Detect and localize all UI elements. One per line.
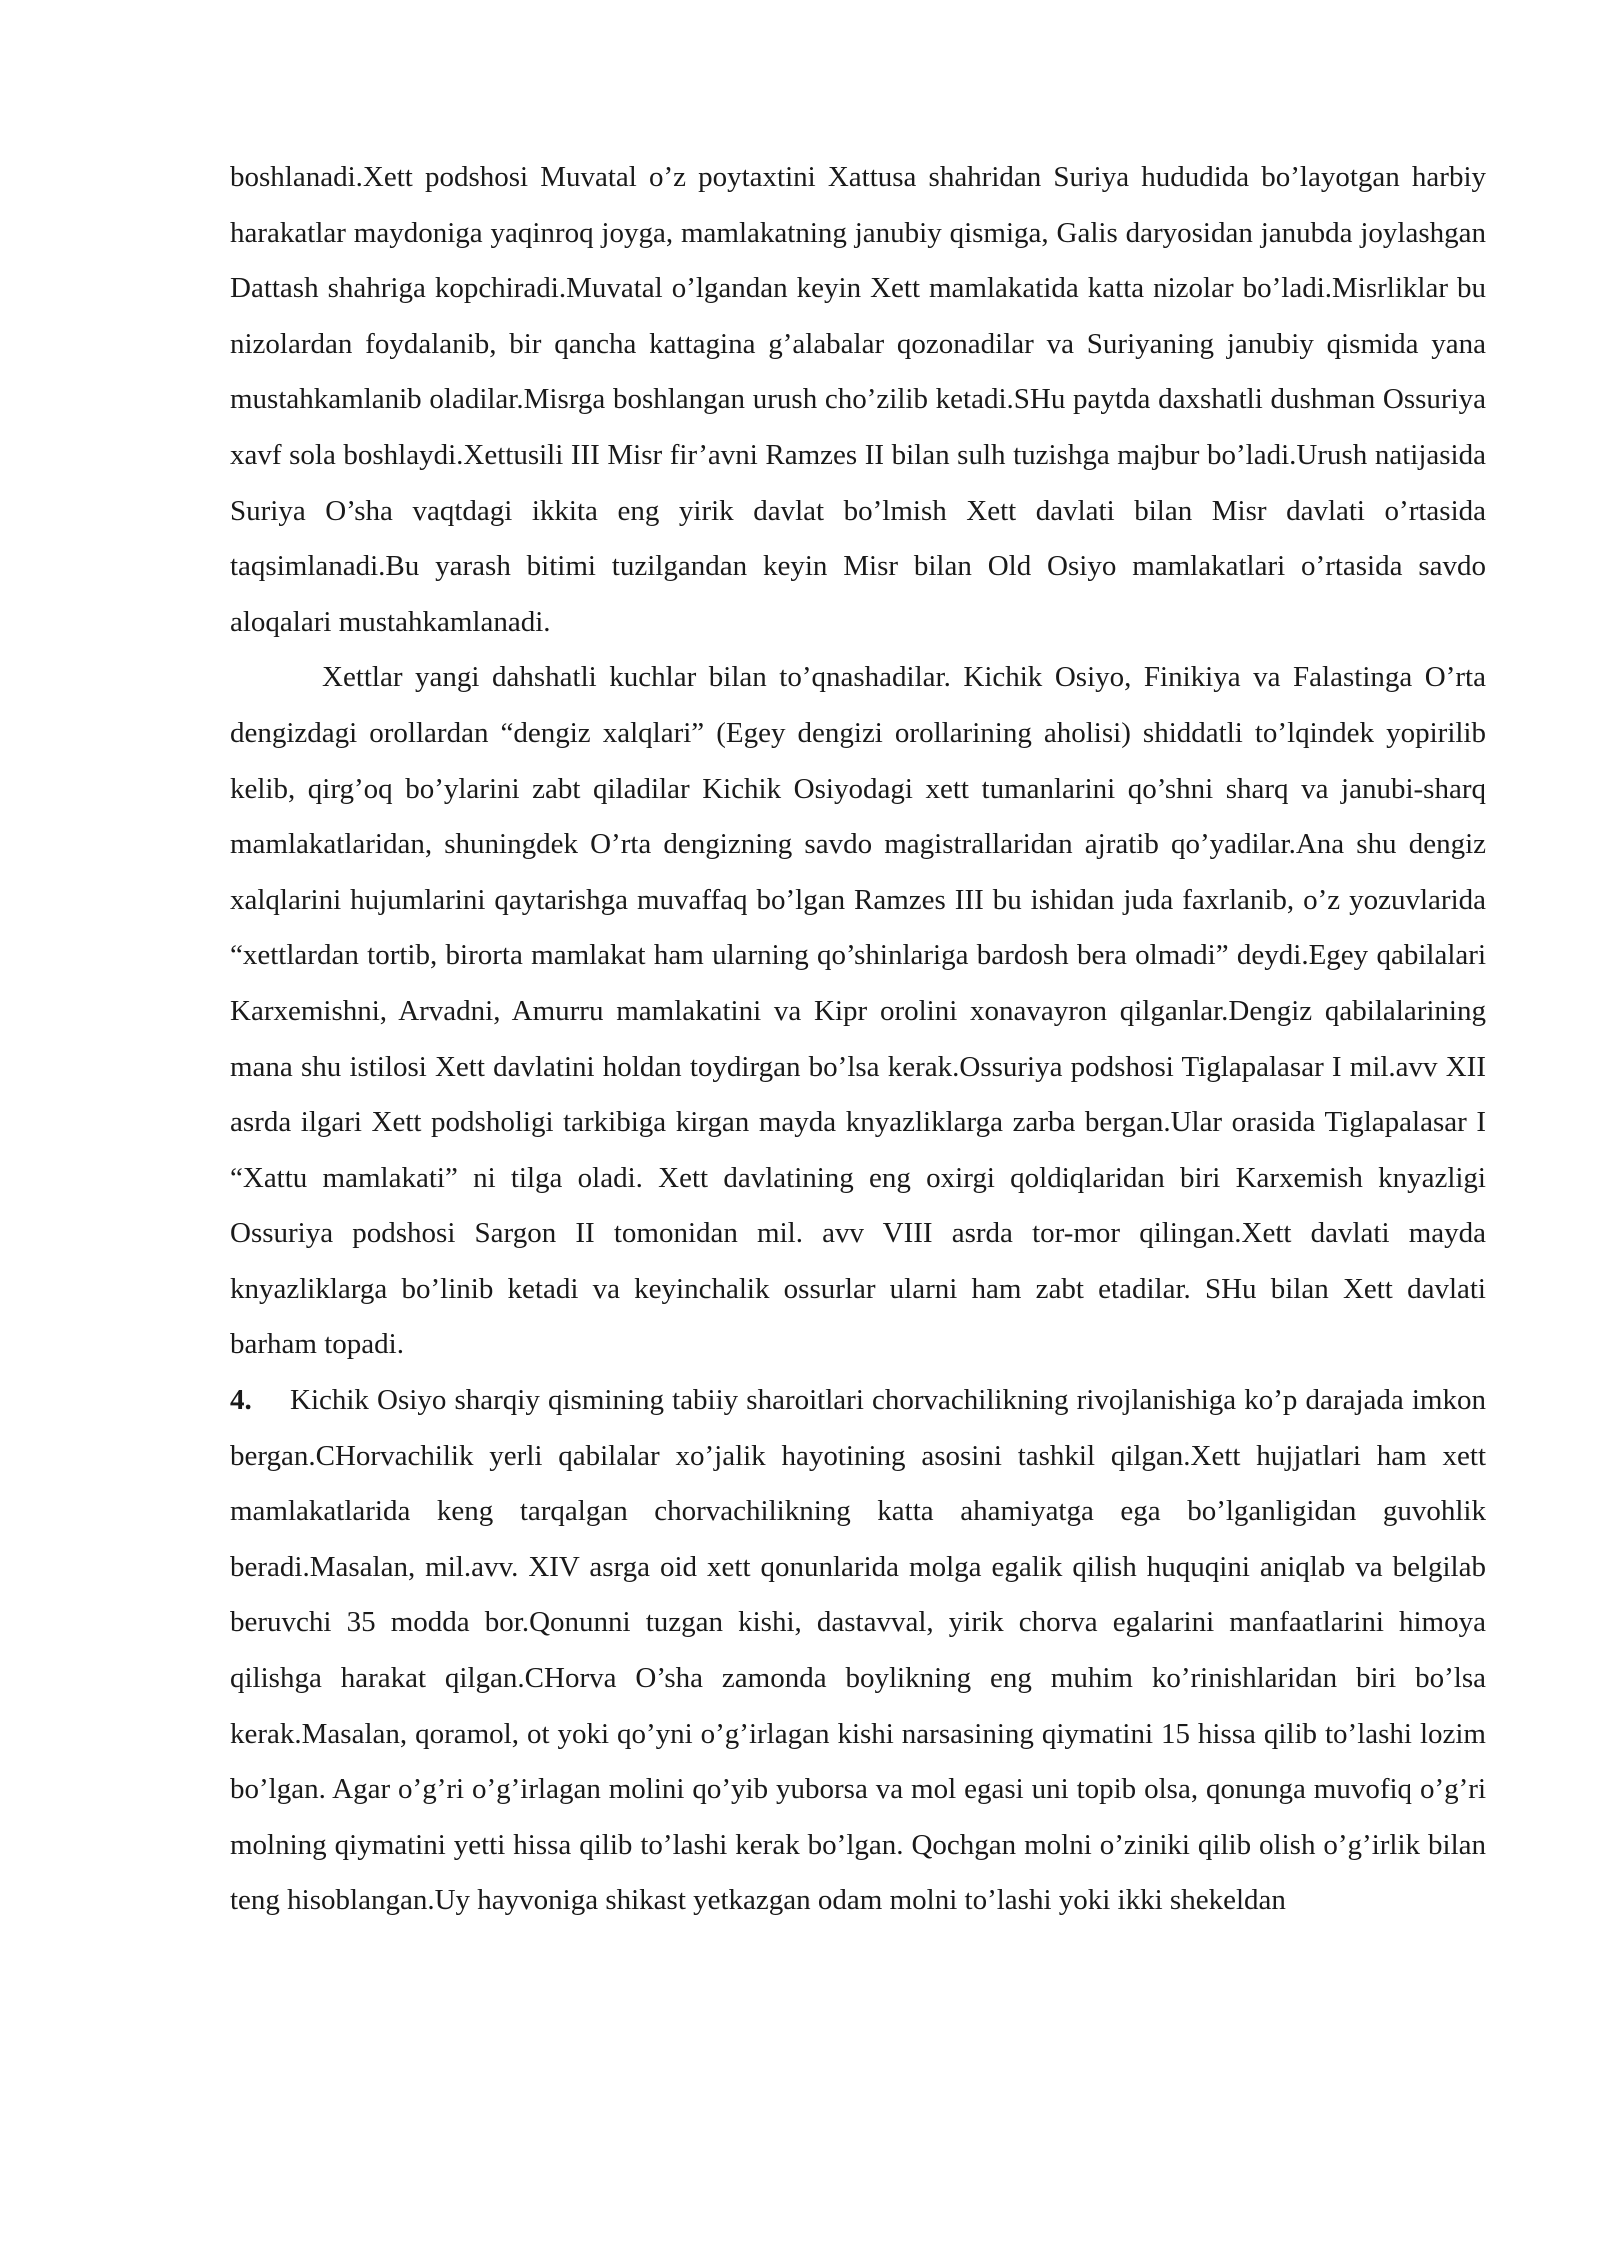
section-4-text: Kichik Osiyo sharqiy qismining tabiiy sharoitlari chorvachilikning rivojlanishiga ko’p darajada imkon bergan.CHorvachilik yerli qabilalar xo’jalik hayotining asosini tashkil qilgan.Xett hujjatlari ham xett mamlakatlarida keng tarqalgan chorvachilikning katta ahamiyatga ega bo’lganligidan guvohlik beradi.Masalan, mil.avv. XIV asrga oid xett qonunlarida molga egalik qilish huquqini aniqlab va belgilab beruvchi 35 modda bor.Qonunni tuzgan kishi, dastavval, yirik chorva egalarini manfaatlarini himoya qilishga harakat qilgan.CHorva O’sha zamonda boylikning eng muhim ko’rinishlaridan biri bo’lsa kerak.Masalan, qoramol, ot yoki qo’yni o’g’irlagan kishi narsasining qiymatini 15 hissa qilib to’lashi lozim bo’lgan. Agar o’g’ri o’g’irlagan molini qo’yib yuborsa va mol egasi uni topib olsa, qonunga muvofiq o’g’ri molning qiymatini yetti hissa qilib to’lashi kerak bo’lgan. Qochgan molni o’ziniki qilib olish o’g’irlik bilan teng hisoblangan.Uy hayvoniga shikast yetkazgan odam molni to’lashi yoki ikki shekeldan bbox=[230, 1384, 1486, 1917]
section-4-paragraph bbox=[230, 1373, 1486, 1929]
section-number: 4. bbox=[230, 1384, 252, 1417]
document-body bbox=[230, 150, 1486, 1929]
paragraph-continuation: boshlanadi.Xett podshosi Muvatal o’z poytaxtini Xattusa shahridan Suriya hududida bo’layotgan harbiy harakatlar maydoniga yaqinroq joyga, mamlakatning janubiy qismiga, Galis daryosidan janubda joylashgan Dattash shahriga kopchiradi.Muvatal o’lgandan keyin Xett mamlakatida katta nizolar bo’ladi.Misrliklar bu nizolardan foydalanib, bir qancha kattagina g’alabalar qozonadilar va Suriyaning janubiy qismida yana mustahkamlanib oladilar.Misrga boshlangan urush cho’zilib ketadi.SHu paytda daxshatli dushman Ossuriya xavf sola boshlaydi.Xettusili III Misr fir’avni Ramzes II bilan sulh tuzishga majbur bo’ladi.Urush natijasida Suriya O’sha vaqtdagi ikkita eng yirik davlat bo’lmish Xett davlati bilan Misr davlati o’rtasida taqsimlanadi.Bu yarash bitimi tuzilgandan keyin Misr bilan Old Osiyo mamlakatlari o’rtasida savdo aloqalari mustahkamlanadi. bbox=[230, 161, 1486, 638]
paragraph-xettlar: Xettlar yangi dahshatli kuchlar bilan to’qnashadilar. Kichik Osiyo, Finikiya va Falastinga O’rta dengizdagi orollardan “dengiz xalqlari” (Egey dengizi orollarining aholisi) shiddatli to’lqindek yopirilib kelib, qirg’oq bo’ylarini zabt qiladilar Kichik Osiyodagi xett tumanlarini qo’shni sharq va janubi-sharq mamlakatlaridan, shuningdek O’rta dengizning savdo magistrallaridan ajratib qo’yadilar.Ana shu dengiz xalqlarini hujumlarini qaytarishga muvaffaq bo’lgan Ramzes III bu ishidan juda faxrlanib, o’z yozuvlarida “xettlardan tortib, birorta mamlakat ham ularning qo’shinlariga bardosh bera olmadi” deydi.Egey qabilalari Karxemishni, Arvadni, Amurru mamlakatini va Kipr orolini xonavayron qilganlar.Dengiz qabilalarining mana shu istilosi Xett davlatini holdan toydirgan bo’lsa kerak.Ossuriya podshosi Tiglapalasar I mil.avv XII asrda ilgari Xett podsholigi tarkibiga kirgan mayda knyazliklarga zarba bergan.Ular orasida Tiglapalasar I “Xattu mamlakati” ni tilga oladi. Xett davlatining eng oxirgi qoldiqlaridan biri Karxemish knyazligi Ossuriya podshosi Sargon II tomonidan mil. avv VIII asrda tor-mor qilingan.Xett davlati mayda knyazliklarga bo’linib ketadi va keyinchalik ossurlar ularni ham zabt etadilar. SHu bilan Xett davlati barham topadi. bbox=[230, 661, 1486, 1361]
